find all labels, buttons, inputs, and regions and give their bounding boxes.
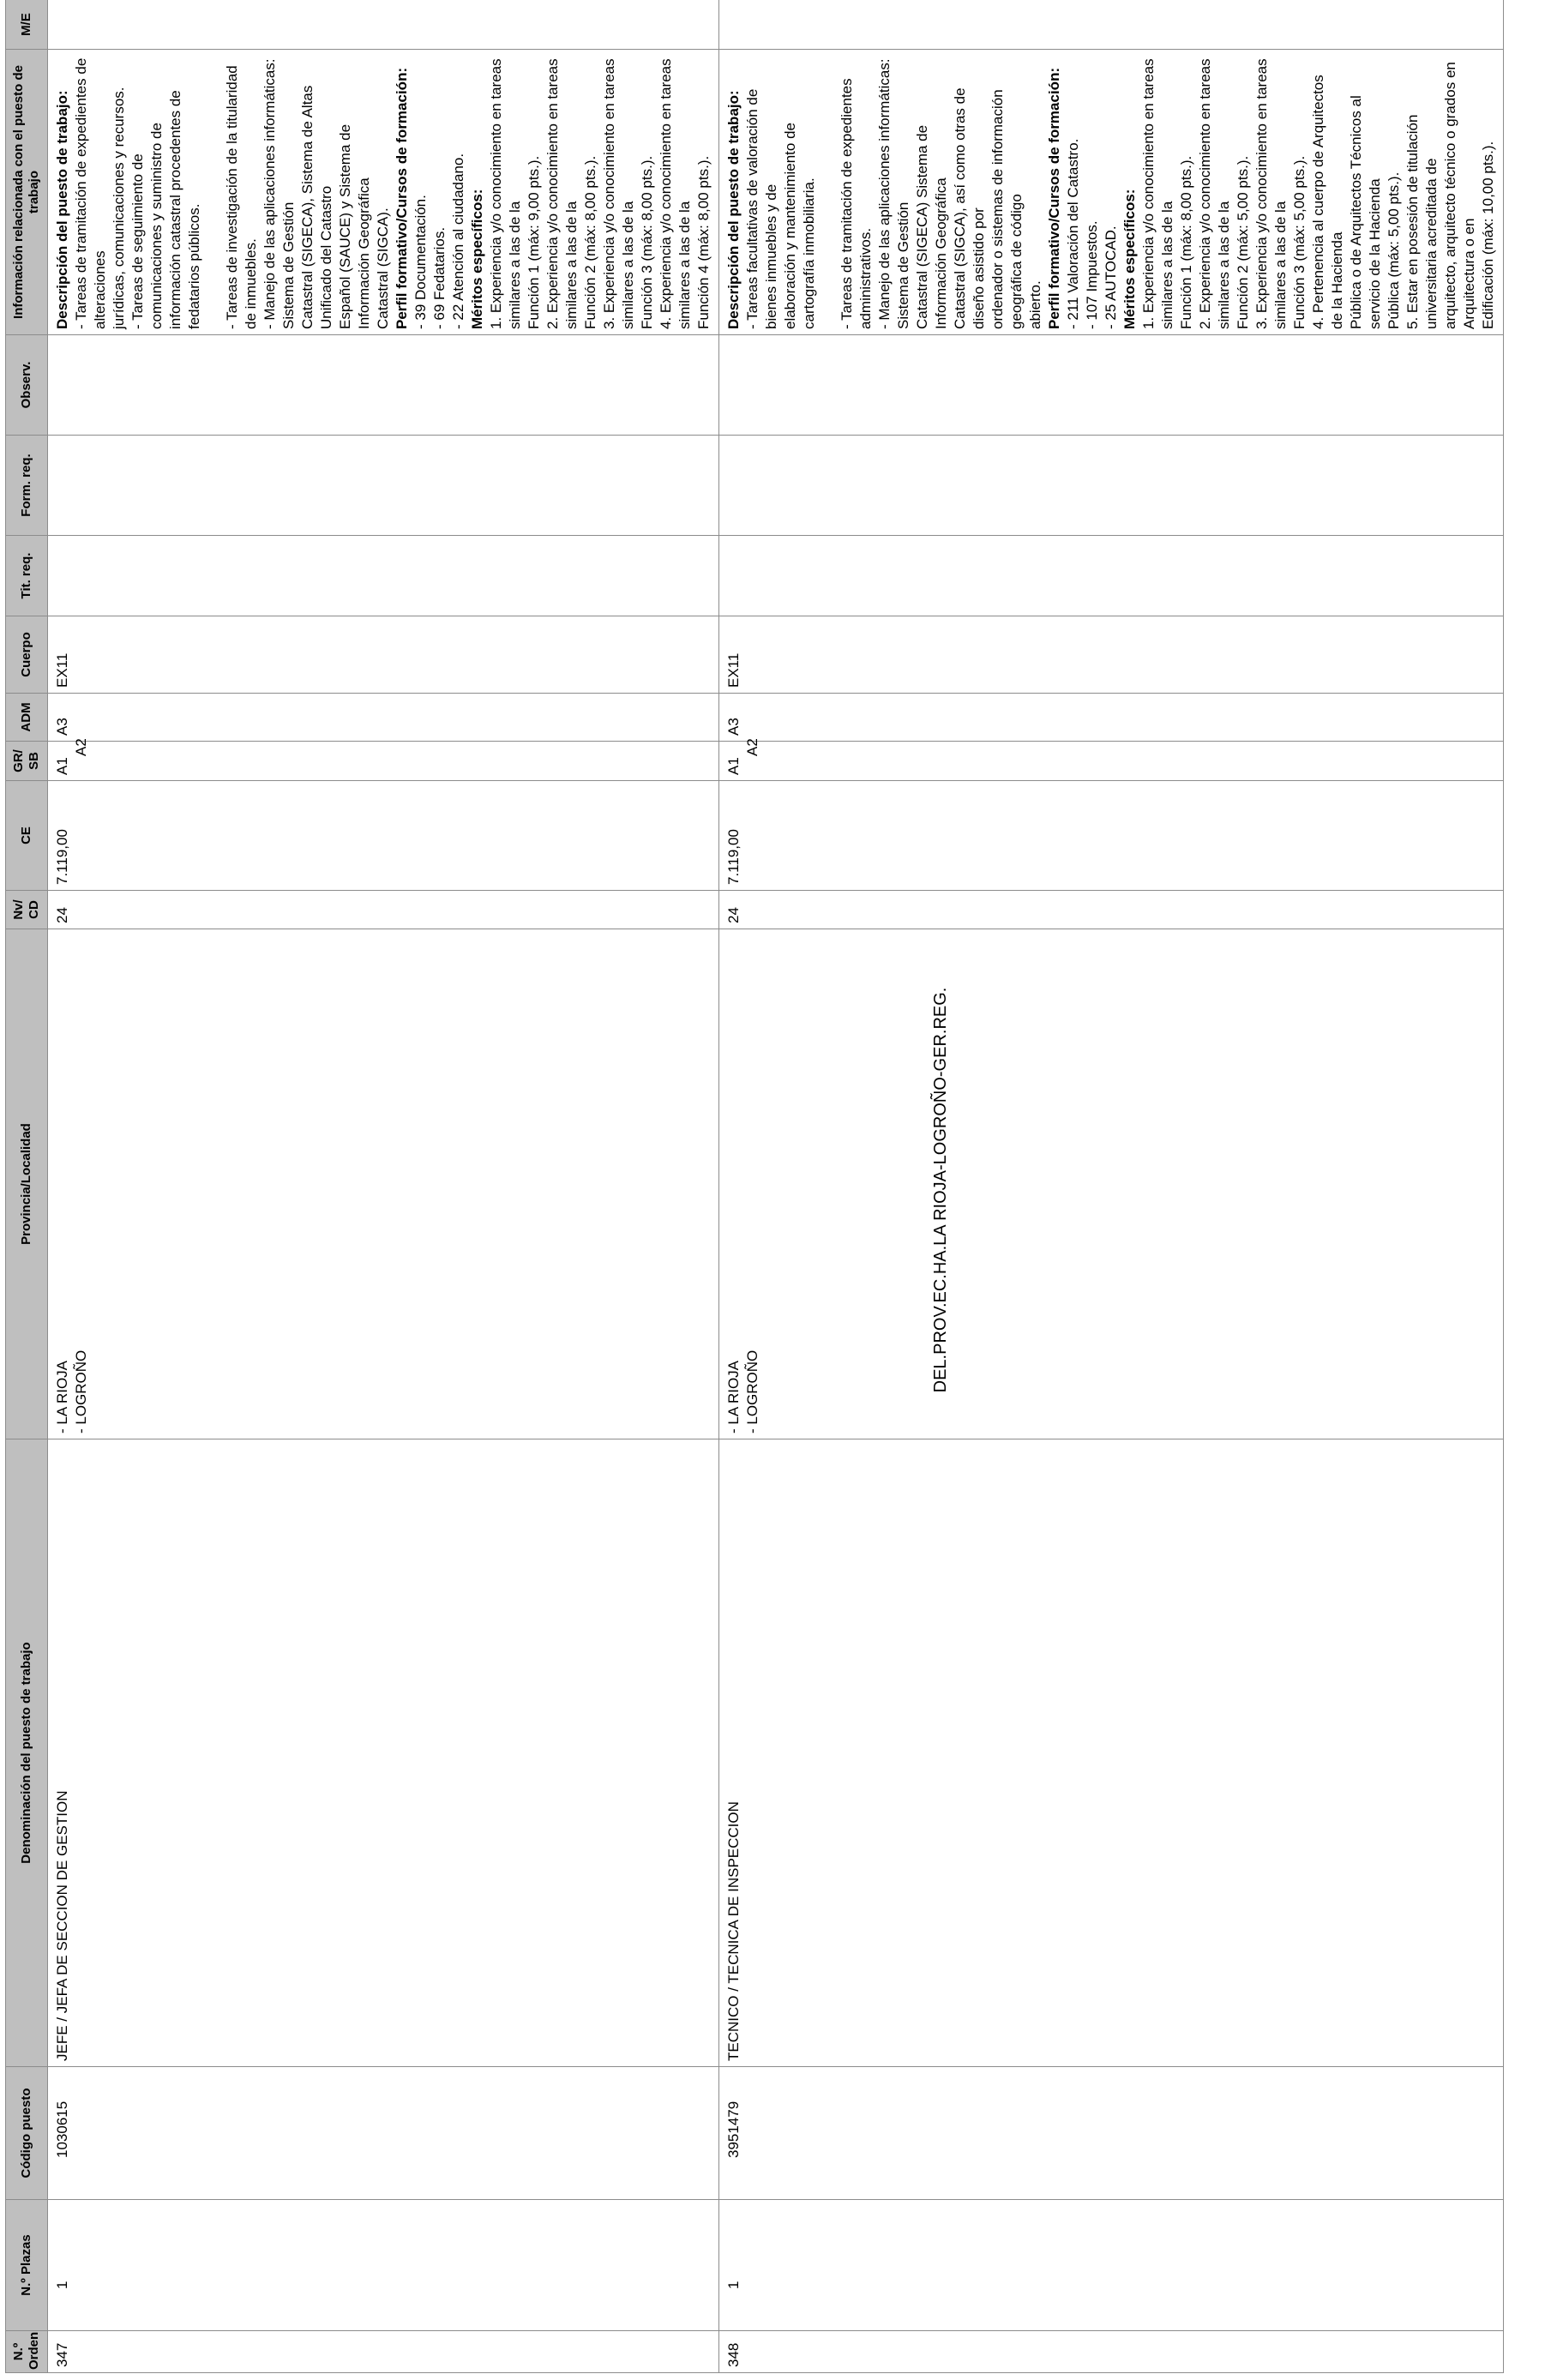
cell-denominacion	[48, 1439, 719, 2067]
col-info: Información relacionada con el puesto de trabajo	[6, 50, 48, 335]
info-line: Función 1 (máx: 8,00 pts.).	[1178, 155, 1194, 329]
cell-gr	[48, 738, 719, 781]
col-nivel: Nv/ CD	[6, 891, 48, 929]
gr1-text: A1	[725, 757, 742, 775]
info-line: - Tareas de seguimiento de comunicaciones y suministro de	[129, 123, 165, 329]
info-line: arquitecto, arquitecto técnico o grados en Arquitectura o en	[1442, 58, 1477, 329]
cell-gr	[719, 738, 1504, 781]
cell-adm	[48, 694, 719, 742]
info-heading: Perfil formativo/Cursos de formación:	[394, 67, 410, 329]
table-row	[48, 0, 719, 2373]
gr1-text: A1	[54, 757, 70, 775]
col-ce: CE	[6, 781, 48, 891]
col-form: Form. req.	[6, 436, 48, 536]
cell-orden	[719, 2331, 1504, 2373]
cell-text: 1030615	[54, 2101, 70, 2158]
cell-text: 1	[725, 2281, 742, 2289]
cell-info	[719, 50, 1504, 335]
info-line: Catastral (SIGCA).	[375, 207, 391, 329]
cell-text: EX11	[725, 652, 742, 688]
info-line: Función 2 (máx: 5,00 pts.).	[1235, 155, 1251, 329]
cell-ce	[48, 781, 719, 891]
cell-form	[48, 436, 719, 536]
info-line: Función 1 (máx: 9,00 pts.).	[526, 155, 542, 329]
cell-orden	[48, 2331, 719, 2373]
info-line: 4. Experiencia y/o conocimiento en tareas similares a las de la	[658, 54, 693, 329]
info-line: - 25 AUTOCAD.	[1103, 225, 1119, 329]
cell-observ	[719, 335, 1504, 436]
cell-nivel	[719, 891, 1504, 929]
info-line: Catastral (SIGCA), así como otras de diseño asistido por	[952, 83, 987, 329]
cell-text: EX11	[54, 652, 70, 688]
info-line: Español (SAUCE) y Sistema de Información Geográfica	[337, 120, 372, 329]
info-line: Catastral (SIGECA) Sistema de Información Geográfica	[914, 121, 949, 329]
info-line: - Tareas facultativas de valoración de bienes inmuebles y de	[744, 84, 779, 329]
localidad-text: - LOGROÑO	[73, 1349, 89, 1433]
cell-form	[719, 436, 1504, 536]
cell-text: A3	[54, 718, 70, 736]
info-line: Pública o de Arquitectos Técnicos al servicio de la Hacienda	[1348, 91, 1383, 329]
cell-text: 348	[725, 2342, 742, 2367]
gr2-text: A2	[744, 738, 760, 756]
info-line: - 22 Atención al ciudadano.	[450, 153, 466, 329]
info-line: - 211 Valoración del Catastro.	[1065, 138, 1081, 329]
info-line: Función 4 (máx: 8,00 pts.).	[695, 155, 712, 329]
table-body	[48, 0, 1504, 2373]
col-orden: N.º Orden	[6, 2331, 48, 2373]
cell-adm	[719, 694, 1504, 742]
info-heading: Méritos específicos:	[1121, 189, 1138, 329]
info-line: - Tareas de tramitación de expedientes administrativos.	[839, 74, 874, 329]
cell-cuerpo	[719, 616, 1504, 694]
info-line: - Tareas de tramitación de expedientes de alteraciones	[73, 53, 108, 329]
table-row	[719, 0, 1504, 2373]
info-line: ordenador o sistemas de información geográfica de código	[989, 85, 1025, 329]
info-line: 3. Experiencia y/o conocimiento en tareas similares a las de la	[1253, 54, 1289, 329]
col-me: M/E	[6, 0, 48, 50]
cell-plazas	[719, 2200, 1504, 2331]
cell-text: 1	[54, 2281, 70, 2289]
page-title: DEL.PROV.EC.HA.LA RIOJA-LOGROÑO-GER.REG.	[931, 987, 950, 1393]
provincia-text: - LA RIOJA	[54, 1360, 70, 1433]
cell-cuerpo	[48, 616, 719, 694]
info-heading: Méritos específicos:	[469, 189, 485, 329]
cell-text: 3951479	[725, 2101, 742, 2158]
cell-me	[48, 0, 719, 50]
info-line	[819, 55, 838, 329]
col-codigo: Código puesto	[6, 2067, 48, 2200]
info-line: información catastral procedentes de fedatarios públicos.	[167, 86, 202, 329]
cell-text: 347	[54, 2342, 70, 2367]
cell-text: JEFE / JEFA DE SECCION DE GESTION	[54, 1790, 70, 2061]
info-line: Función 3 (máx: 8,00 pts.).	[639, 155, 655, 329]
info-heading: Descripción del puesto de trabajo:	[725, 90, 742, 329]
cell-me	[719, 0, 1504, 50]
cell-text: TECNICO / TECNICA DE INSPECCION	[725, 1801, 742, 2061]
info-line: Función 3 (máx: 5,00 pts.).	[1291, 155, 1308, 329]
info-line: Edificación (máx: 10,00 pts.).	[1480, 141, 1496, 329]
info-line: - Manejo de las aplicaciones informáticas: Sistema de Gestión	[262, 54, 297, 329]
cell-plazas	[48, 2200, 719, 2331]
col-denominacion: Denominación del puesto de trabajo	[6, 1439, 48, 2067]
header-row	[6, 0, 48, 2373]
info-line	[204, 55, 223, 329]
info-line: elaboración y mantenimiento de cartografía inmobiliaria.	[782, 118, 817, 329]
cell-codigo	[48, 2067, 719, 2200]
col-tit: Tit. req.	[6, 536, 48, 616]
cell-info	[48, 50, 719, 335]
info-line: - 39 Documentación.	[412, 195, 429, 329]
cell-denominacion	[719, 1439, 1504, 2067]
cell-tit	[719, 536, 1504, 616]
cell-text: 7.119,00	[725, 829, 742, 885]
info-line: - 107 Impuestos.	[1084, 220, 1100, 329]
col-gr: GR/ SB	[6, 742, 48, 781]
info-line: 3. Experiencia y/o conocimiento en tareas similares a las de la	[601, 54, 636, 329]
cell-text: 7.119,00	[54, 829, 70, 885]
info-line: - Manejo de las aplicaciones informáticas: Sistema de Gestión	[876, 54, 911, 329]
info-line: - 69 Fedatarios.	[431, 226, 448, 329]
info-heading: Perfil formativo/Cursos de formación:	[1046, 67, 1062, 329]
col-cuerpo: Cuerpo	[6, 616, 48, 694]
cell-observ	[48, 335, 719, 436]
cell-text: 24	[725, 907, 742, 923]
positions-table	[5, 0, 1504, 2373]
col-observ: Observ.	[6, 335, 48, 436]
info-line: abierto.	[1027, 280, 1043, 329]
info-line: 1. Experiencia y/o conocimiento en tareas similares a las de la	[1140, 54, 1175, 329]
info-heading: Descripción del puesto de trabajo:	[54, 90, 70, 329]
info-line: 1. Experiencia y/o conocimiento en tareas similares a las de la	[488, 54, 523, 329]
info-line: - Tareas de investigación de la titularidad de inmuebles.	[224, 61, 259, 329]
cell-text: A3	[725, 718, 742, 736]
cell-provincia	[48, 929, 719, 1439]
cell-ce	[719, 781, 1504, 891]
cell-text: 24	[54, 907, 70, 923]
col-provincia: Provincia/Localidad	[6, 929, 48, 1439]
info-line: Catastral (SIGECA), Sistema de Altas Unificado del Catastro	[299, 81, 334, 329]
info-line: Pública (máx: 5,00 pts.).	[1386, 171, 1402, 329]
localidad-text: - LOGROÑO	[744, 1349, 760, 1433]
info-line: 4. Pertenencia al cuerpo de Arquitectos de la Hacienda	[1310, 70, 1345, 329]
info-line: 2. Experiencia y/o conocimiento en tareas similares a las de la	[544, 54, 580, 329]
cell-codigo	[719, 2067, 1504, 2200]
col-plazas: N.º Plazas	[6, 2200, 48, 2331]
info-line: jurídicas, comunicaciones y recursos.	[111, 87, 127, 329]
info-line: 2. Experiencia y/o conocimiento en tareas similares a las de la	[1197, 54, 1232, 329]
col-adm: ADM	[6, 694, 48, 742]
info-line: 5. Estar en posesión de titulación universitaria acreditada de	[1404, 110, 1440, 329]
provincia-text: - LA RIOJA	[725, 1360, 742, 1433]
gr2-text: A2	[73, 738, 89, 756]
cell-tit	[48, 536, 719, 616]
cell-provincia	[719, 929, 1504, 1439]
info-line: Función 2 (máx: 8,00 pts.).	[582, 155, 598, 329]
cell-nivel	[48, 891, 719, 929]
